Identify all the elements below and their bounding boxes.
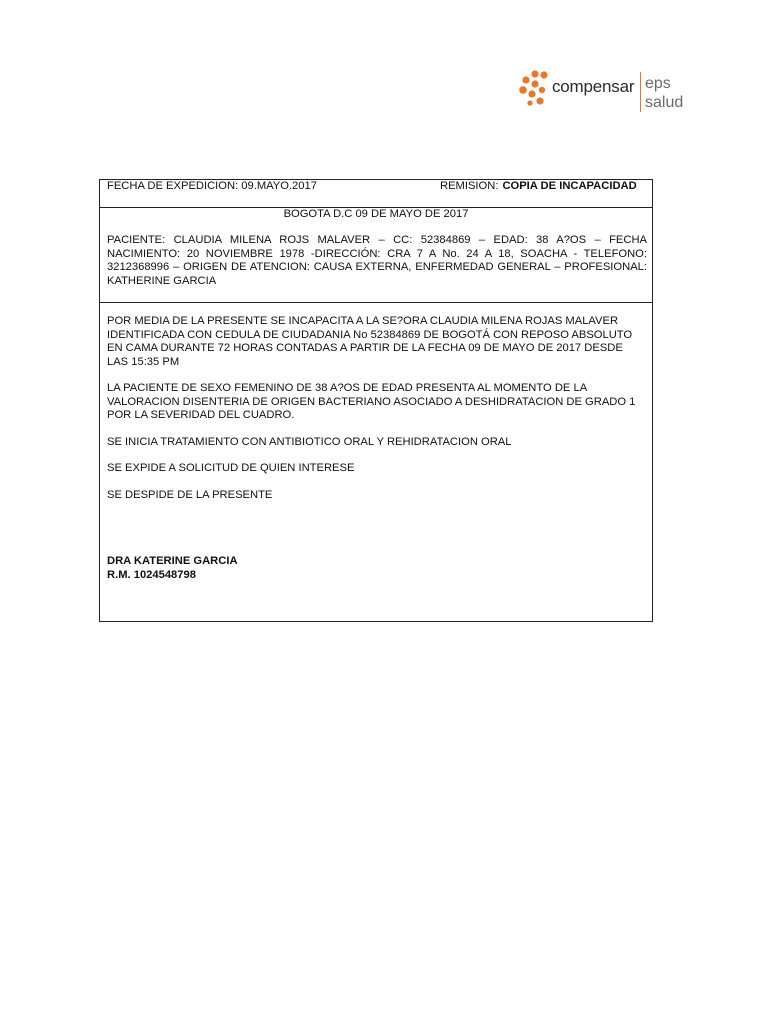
paragraph: LA PACIENTE DE SEXO FEMENINO DE 38 A?OS DE EDAD PRESENTA AL MOMENTO DE LA VALORACION DISENTERIA DE ORIGEN BACTERIANO ASOCIADO A DESHIDRATACION DE GRADO 1 POR LA SEVERIDAD DEL CUADRO. xyxy=(107,382,636,421)
doctor-name: DRA KATERINE GARCIA xyxy=(107,555,238,567)
document-body xyxy=(107,315,647,515)
logo-eps-text: eps xyxy=(645,75,671,92)
compensar-dots-icon xyxy=(518,70,552,106)
logo-salud-text: salud xyxy=(645,94,684,111)
compensar-logo xyxy=(518,68,688,114)
paragraph: SE INICIA TRATAMIENTO CON ANTIBIOTICO ORAL Y REHIDRATACION ORAL xyxy=(107,435,512,448)
signature-block xyxy=(107,555,238,582)
doctor-registration: R.M. 1024548798 xyxy=(107,568,196,581)
issue-date: FECHA DE EXPEDICION: 09.MAYO.2017 xyxy=(107,180,317,192)
paragraph: SE DESPIDE DE LA PRESENTE xyxy=(107,488,273,501)
logo-divider xyxy=(640,72,641,112)
logo-brand-text: compensar xyxy=(552,77,635,96)
paragraph: SE EXPIDE A SOLICITUD DE QUIEN INTERESE xyxy=(107,462,355,474)
remision-label: REMISION: xyxy=(440,180,499,192)
remision-value: COPIA DE INCAPACIDAD xyxy=(502,180,637,192)
city-date: BOGOTA D.C 09 DE MAYO DE 2017 xyxy=(283,208,469,220)
patient-info: PACIENTE: CLAUDIA MILENA ROJS MALAVER – CC: 52384869 – EDAD: 38 A?OS – FECHA NACIMIENTO: 20 NOVIEMBRE 1978 -DIRECCIÓN: CRA 7 A No. 24 A 18, SOACHA - TELEFONO: 3212368996 – ORIGEN DE ATENCION: CAUSA EXTERNA, ENFERMEDAD GENERAL – PROFESIONAL: KATHERINE GARCIA xyxy=(107,234,647,287)
remision xyxy=(440,180,637,194)
paragraph: POR MEDIA DE LA PRESENTE SE INCAPACITA A LA SE?ORA CLAUDIA MILENA ROJAS MALAVER IDENTIFICADA CON CEDULA DE CIUDADANIA No 52384869 DE BOGOTÁ CON REPOSO ABSOLUTO EN CAMA DURANTE 72 HORAS CONTADAS A PARTIR DE LA FECHA 09 DE MAYO DE 2017 DESDE LAS 15:35 PM xyxy=(107,315,633,368)
document-header-row xyxy=(100,180,652,208)
patient-section xyxy=(100,207,652,303)
incapacity-document xyxy=(99,179,653,622)
